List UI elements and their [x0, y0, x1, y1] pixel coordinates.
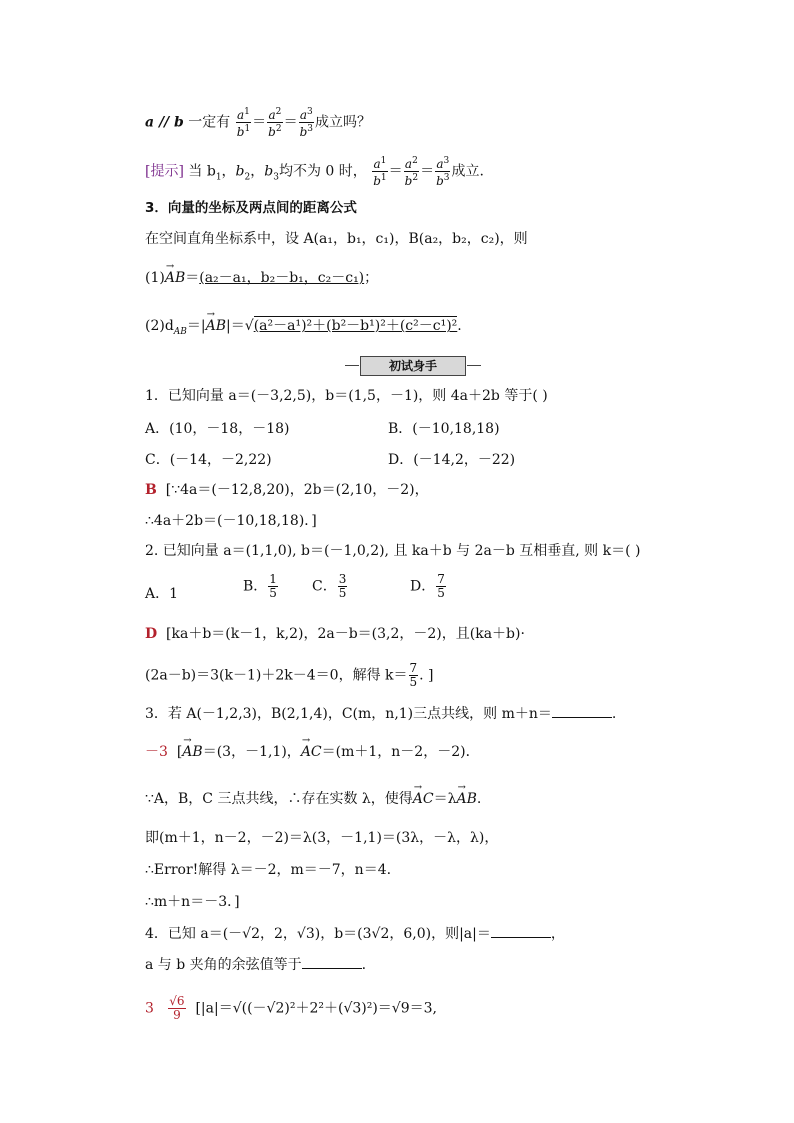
- problem-1-stem: 1．已知向量 a＝(－3,2,5)，b＝(1,5，－1)，则 4a＋2b 等于( ): [145, 388, 548, 404]
- problem-3-stem: 3．若 A(－1,2,3)，B(2,1,4)，C(m，n,1)三点共线，则 m＋n＝ .: [145, 703, 616, 724]
- problem-4-stem-2: a 与 b 夹角的余弦值等于 .: [145, 954, 366, 975]
- intro-question: a // b 一定有 $\frac{a^1}{b^1}$ ＝ $\frac{a^2}{b^2}$ ＝ $\frac{a^3}{b^3}$ 成立吗？: [145, 107, 372, 139]
- section-title: 3．向量的坐标及两点间的距离公式: [145, 200, 357, 216]
- problem-2-option-b: B． $\frac{1}{5}$: [243, 572, 277, 600]
- solution-fraction: $\frac{7}{5}$: [409, 661, 418, 689]
- answer-blank-2: [302, 954, 362, 969]
- problem-2-stem: 2. 已知向量 a＝(1,1,0), b＝(－1,0,2), 且 ka＋b 与 2a－b 互相垂直, 则 k＝( ): [145, 543, 641, 559]
- option-c-fraction: $\frac{3}{5}$: [338, 572, 347, 600]
- section-item-2: $(2)d_{AB}=|\to AB|=√(a^2-a^1)^2+(b^2-b^1)^2+(c^2-c^1)^2$.: [145, 316, 462, 342]
- problem-2-answer: D: [145, 626, 158, 642]
- frac-a1-b1: $\frac{a^1}{b^1}$: [236, 107, 251, 139]
- section-intro: 在空间直角坐标系中，设 A(a₁，b₁，c₁)，B(a₂，b₂，c₂)，则: [145, 231, 528, 247]
- problem-1-option-a: A．(10，－18，－18): [145, 421, 290, 437]
- problem-3-solution-3: 即(m＋1，n－2，－2)＝λ(3，－1,1)＝(3λ，－λ，λ)，: [145, 830, 499, 846]
- problem-3-solution-2: ∵A，B，C 三点共线，∴存在实数 λ，使得→ AC＝λ→ AB.: [145, 789, 481, 809]
- option-b-fraction: $\frac{1}{5}$: [269, 572, 277, 600]
- problem-3-solution-5: ∴m＋n＝－3．]: [145, 894, 240, 910]
- problem-2-option-a: A．1: [145, 586, 179, 602]
- problem-3-solution-4: ∴Error!解得 λ＝－2，m＝－7，n＝4.: [145, 862, 392, 878]
- problem-1-solution-2: ∴4a＋2b＝(－10,18,18)．]: [145, 513, 317, 529]
- problem-1-option-c: C．(－14，－2,22): [145, 452, 272, 468]
- hint-frac-1: $\frac{a^1}{b^1}$: [373, 156, 387, 188]
- problem-1-option-d: D．(－14,2，－22): [388, 452, 516, 468]
- problem-4-solution: 3 $\frac{√6}{9}$ [|a|＝√((－√2)²＋2²＋(√3)²)＝√9＝3,: [145, 994, 437, 1022]
- problem-2-option-c: C． $\frac{3}{5}$: [312, 572, 347, 600]
- problem-4-stem: 4．已知 a＝(－√2，2，√3)，b＝(3√2，6,0)，则|a|＝ ，: [145, 923, 565, 944]
- answer-blank-1: [491, 923, 551, 938]
- problem-1-answer: B: [145, 482, 157, 498]
- option-d-fraction: $\frac{7}{5}$: [437, 572, 445, 600]
- hint-label: [提示]: [145, 163, 184, 180]
- problem-3-answer: －3: [145, 744, 168, 760]
- problem-4-answer-1: 3: [145, 1000, 154, 1017]
- vector-ab-coordinates: (a₂－a₁，b₂－b₁，c₂－c₁): [199, 270, 365, 286]
- answer-blank: [552, 703, 612, 718]
- section-item-1: (1)→ AB＝(a₂－a₁，b₂－b₁，c₂－c₁)；: [145, 268, 378, 288]
- frac-a3-b3: $\frac{a^3}{b^3}$: [299, 107, 314, 139]
- problem-4-answer-2: $\frac{√6}{9}$: [169, 994, 185, 1022]
- hint-frac-3: $\frac{a^3}{b^3}$: [436, 156, 450, 188]
- problem-3-solution: －3 [→ AB＝(3，－1,1)，→ AC＝(m＋1，n－2，－2)．: [145, 742, 480, 762]
- problem-2-solution-2: (2a－b)＝3(k－1)＋2k－4＝0，解得 k＝ $\frac{7}{5}$ . ]: [145, 661, 434, 689]
- hint-frac-2: $\frac{a^2}{b^2}$: [404, 156, 419, 188]
- problem-2-option-d: D． $\frac{7}{5}$: [410, 572, 445, 600]
- problem-1-option-b: B．(－10,18,18): [388, 421, 500, 437]
- frac-a2-b2: $\frac{a^2}{b^2}$: [268, 107, 282, 139]
- problem-2-solution: D [ka＋b＝(k－1，k,2)，2a－b＝(3,2，－2)，且(ka＋b)·: [145, 626, 525, 642]
- section-banner: 初试身手: [360, 356, 466, 376]
- distance-formula: (a²－a¹)²＋(b²－b¹)²＋(c²－c¹)²: [253, 318, 458, 334]
- hint-line: [提示] 当 $b_1$，$b_2$，$b_3$均不为 0 时， $\frac{a^1}{b^1}$ ＝ $\frac{a^2}{b^2}$ ＝ $\frac{a^3}{b^3}$ 成立.: [145, 156, 484, 188]
- problem-1-solution: B [∵4a＝(－12,8,20)，2b＝(2,10，－2)，: [145, 482, 429, 498]
